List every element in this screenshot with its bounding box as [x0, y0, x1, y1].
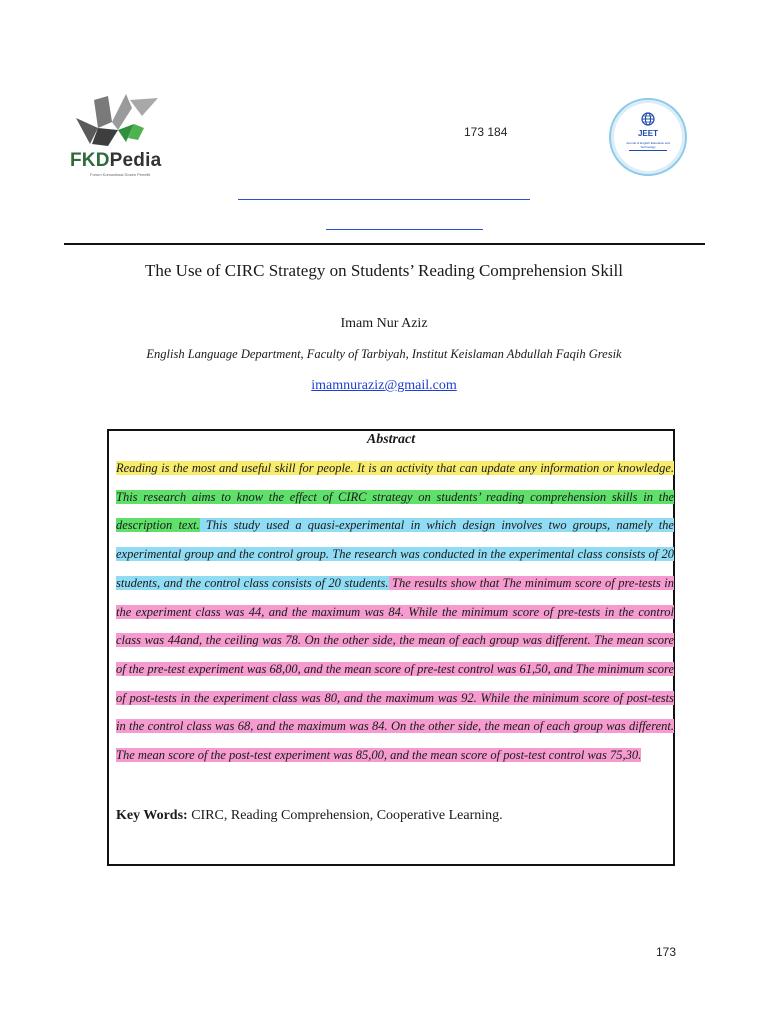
globe-icon — [641, 112, 655, 126]
abstract-body — [116, 454, 674, 770]
author-email — [0, 378, 768, 394]
jeet-divider — [629, 150, 667, 151]
abstract-segment-background: Reading is the most and useful skill for people. It is an activity that can update any information or knowledge. — [116, 461, 674, 475]
fkdpedia-logo — [68, 94, 172, 182]
jeet-name: JEET — [637, 129, 658, 138]
abstract-segment-method: This study used a quasi-experimental in which design involves two groups, namely the experimental group and the control group. The research was conducted in the experimental class consists of 20 students, and the control class consists of 20 students. — [116, 518, 674, 590]
brand-name: FKDPedia — [70, 150, 162, 171]
header-rule — [64, 243, 705, 245]
page-range: 173 184 — [464, 125, 508, 139]
author-name: Imam Nur Aziz — [340, 316, 428, 331]
journal-link-underline[interactable] — [238, 199, 530, 200]
doi-link-underline[interactable] — [326, 229, 483, 230]
keywords-label: Key Words: — [116, 808, 188, 823]
fkdpedia-emblem-icon — [68, 94, 168, 152]
abstract-box — [107, 429, 675, 866]
author-affiliation: English Language Department, Faculty of Tarbiyah, Institut Keislaman Abdullah Faqih Gresik — [146, 347, 622, 361]
email-link[interactable]: imamnuraziz@gmail.com — [311, 378, 457, 393]
abstract-segment-aim: This research aims to know the effect of CIRC strategy on students’ reading comprehension skills in the description text. — [116, 489, 674, 533]
page-number: 173 — [656, 945, 677, 959]
jeet-subtitle: Journal of English Education and Technology — [626, 141, 670, 149]
abstract-segment-results: The results show that The minimum score of pre-tests in the experiment class was 44, and the maximum was 84. While the minimum score of pre-tests in the control class was 44and, the ceiling was 78. On the other side, the mean of each group was different. The mean score of the pre-test experiment was 68,00, and the mean score of pre-test control was 61,50, and The minimum score of post-tests in the experiment class was 80, and the maximum was 92. While the minimum score of post-tests in the control class was 68, and the maximum was 84. On the other side, the mean of each group was different. The mean score of the post-test experiment was 85,00, and the mean score of post-test control was 75,30. — [116, 575, 674, 763]
keywords — [116, 808, 503, 824]
paper-title: The Use of CIRC Strategy on Students’ Reading Comprehension Skill — [144, 261, 623, 280]
jeet-logo — [609, 98, 687, 176]
keywords-list: CIRC, Reading Comprehension, Cooperative Learning. — [187, 808, 503, 823]
brand-tagline: Forum Komunikasi Dosen Peneliti — [90, 172, 151, 177]
abstract-heading: Abstract — [366, 432, 416, 447]
